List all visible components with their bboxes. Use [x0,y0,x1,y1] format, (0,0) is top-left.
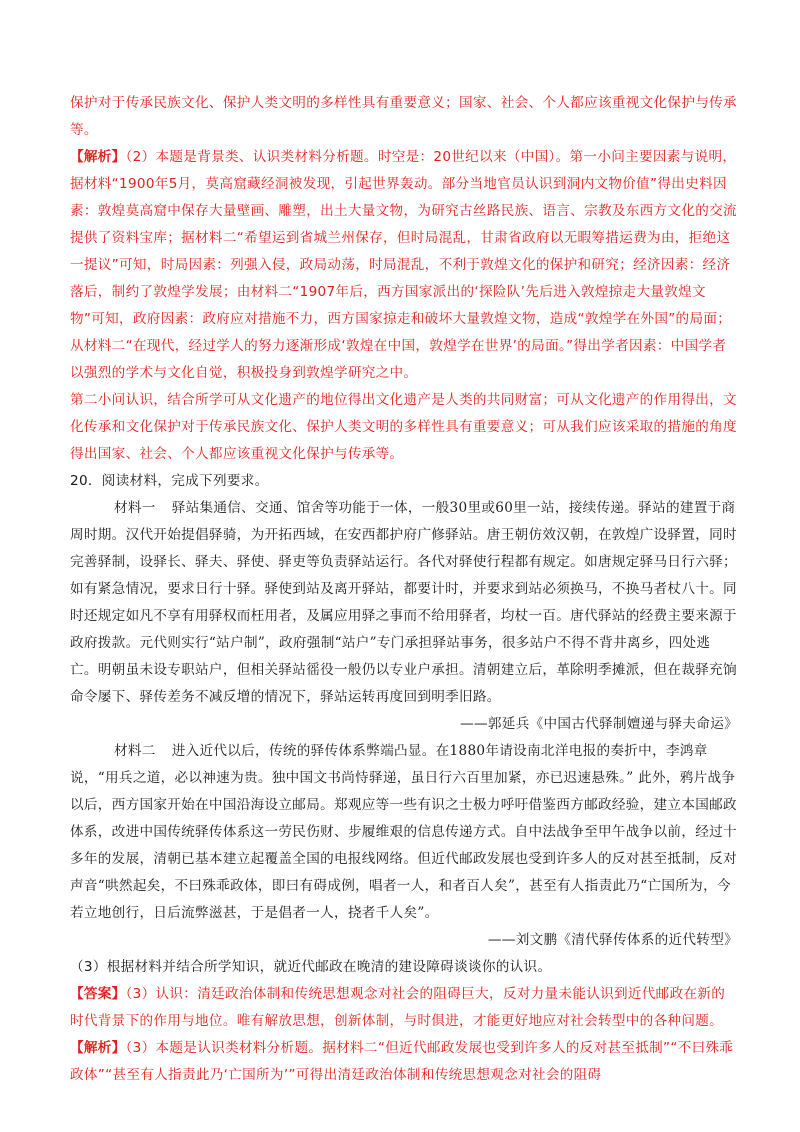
material-2 [70,738,738,927]
question-3: （3）根据材料并结合所学知识，就近代邮政在晚清的建设障碍谈谈你的认识。 [70,959,552,975]
material-2-body: 进入近代以后，传统的驿传体系弊端凸显。在1880年请设南北洋电报的奏折中，李鸿章说，“用兵之道，必以神速为贵。独中国文书尚恃驿递，虽日行六百里加紧，亦已迟速悬殊。” 此外，鸦片战争以后，西方国家开始在中国沿海设立邮局。郑观应等一些有识之士极力呼吁借鉴西方邮政经验，建立本国邮政体系，改进中国传统驿传体系这一劳民伤财、步履维艰的信息传递方式。自中法战争至甲午战争以前，经过十多年的发展，清朝已基本建立起覆盖全国的电报线网络。但近代邮政发展也受到许多人的反对甚至抵制，反对声音“哄然起矣，不曰殊乖政体，即曰有碍成例，唱者一人，和者百人矣”，甚至有人指责此乃“亡国所为，今若立地创行，日后流弊滋甚，于是倡者一人，挠者千人矣”。 [70,743,737,921]
analysis-2-body: （2）本题是背景类、认识类材料分析题。时空是：20世纪以来（中国）。第一小问主要因素与说明，据材料“1900年5月，莫高窟藏经洞被发现，引起世界轰动。部分当地官员认识到洞内文物价值”得出史料因素：敦煌莫高窟中保存大量壁画、雕塑，出土大量文物，为研究古丝路民族、语言、宗教及东西方文化的交流提供了资料宝库；据材料二“希望运到省城兰州保存，但时局混乱，甘肃省政府以无暇筹措运费为由，拒绝这一提议”可知，时局因素：列强入侵，政局动荡，时局混乱，不利于敦煌文化的保护和研究；经济因素：经济落后，制约了敦煌学发展；由材料二“1907年后，西方国家派出的‘探险队’先后进入敦煌掠走大量敦煌文物”可知，政府因素：政府应对措施不力，西方国家掠走和破坏大量敦煌文物，造成“敦煌学在外国”的局面；从材料二“在现代，经过学人的努力逐渐形成‘敦煌在中国，敦煌学在世界’的局面。”得出学者因素：中国学者以强烈的学术与文化自觉，积极投身到敦煌学研究之中。 [70,149,737,381]
analysis-tag: 【解析】 [70,149,126,165]
analysis-3-tag: 【解析】 [70,1040,126,1056]
document-page [70,90,738,1089]
material-1-source: ——郭延兵《中国古代驿制嬗递与驿夫命运》 [460,716,738,732]
material-1-label: 材料一 [114,500,156,516]
analysis-3-body: （3）本题是认识类材料分析题。据材料二“但近代邮政发展也受到许多人的反对甚至抵制”“不曰殊乖政体”“甚至有人指责此乃‘亡国所为’”可得出清廷政治体制和传统思想观念对社会的阻碍 [70,1040,734,1083]
question-20-title: 20．阅读材料，完成下列要求。 [70,473,269,489]
analysis-2-second: 第二小问认识，结合所学可从文化遗产的地位得出文化遗产是人类的共同财富；可从文化遗产的作用得出，文化传承和文化保护对于传承民族文化、保护人类文明的多样性具有重要意义；可从我们应该采取的措施的角度得出国家、社会、个人都应该重视文化保护与传承等。 [70,392,737,462]
answer-tag: 【答案】 [70,986,126,1002]
material-2-label: 材料二 [114,743,156,759]
material-1-body: 驿站集通信、交通、馆舍等功能于一体，一般30里或60里一站，接续传递。驿站的建置于商周时期。汉代开始提倡驿骑，为开拓西域，在安西都护府广修驿站。唐王朝仿效汉朝，在敦煌广设驿置，同时完善驿制，设驿长、驿夫、驿使、驿吏等负责驿站运行。各代对驿使行程都有规定。如唐规定驿马日行六驿；如有紧急情况，要求日行十驿。驿使到站及离开驿站，都要计时，并要求到站必须换马，不换马者杖八十。同时还规定如凡不享有用驿权而枉用者，及属应用驿之事而不给用驿者，均杖一百。唐代驿站的经费主要来源于政府拨款。元代则实行“站户制”，政府强制“站户”专门承担驿站事务，很多站户不得不背井离乡，四处逃亡。明朝虽未设专职站户，但相关驿站徭役一般仍以专业户承担。清朝建立后，革除明季摊派，但在裁驿充饷命令屡下、驿传差务不减反增的情况下，驿站运转再度回到明季旧路。 [70,500,737,705]
material-1 [70,495,738,711]
analysis-2 [70,144,738,387]
answer-3 [70,981,738,1035]
answer-3-body: （3）认识：清廷政治体制和传统思想观念对社会的阻碍巨大，反对力量未能认识到近代邮政在新的时代背景下的作用与地位。唯有解放思想，创新体制，与时俱进，才能更好地应对社会转型中的各种问题。 [70,986,726,1029]
material-2-source: ——刘文鹏《清代驿传体系的近代转型》 [487,932,738,948]
analysis-3 [70,1035,738,1089]
answer-continuation: 保护对于传承民族文化、保护人类文明的多样性具有重要意义；国家、社会、个人都应该重视文化保护与传承等。 [70,95,737,138]
